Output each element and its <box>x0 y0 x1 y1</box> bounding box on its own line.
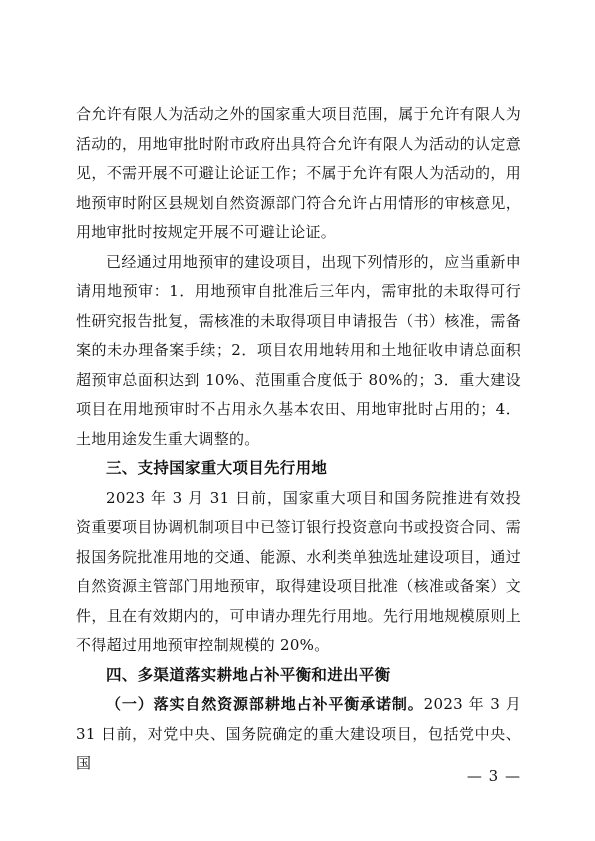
section-heading-4: 四、多渠道落实耕地占补平衡和进出平衡 <box>106 665 391 684</box>
subsection-title: （一）落实自然资源部耕地占补平衡承诺制。 <box>106 695 424 713</box>
page-content <box>76 100 521 779</box>
paragraph-reapply-preapproval: 已经通过用地预审的建设项目，出现下列情形的，应当重新申请用地预审：1．用地预审自批准后三年内，需审批的未取得可行性研究报告批复，需核准的未取得项目申请报告（书）核准，需备案的未办理备案手续；2．项目农用地转用和土地征收申请总面积超预审总面积达到 10%、范围重合度低于 80%的；3．重大建设项目在用地预审时不占用永久基本农田、用地审批时占用的；4．土地用途发生重大调整的。 <box>76 252 521 448</box>
paragraph-continuation: 合允许有限人为活动之外的国家重大项目范围，属于允许有限人为活动的，用地审批时附市政府出具符合允许有限人为活动的认定意见，不需开展不可避让论证工作；不属于允许有限人为活动的，用地预审时附区县规划自然资源部门符合允许占用情形的审核意见，用地审批时按规定开展不可避让论证。 <box>76 105 521 241</box>
paragraph-advance-land-use: 2023 年 3 月 31 日前，国家重大项目和国务院推进有效投资重要项目协调机制项目中已签订银行投资意向书或投资合同、需报国务院批准用地的交通、能源、水利类单独选址建设项目，通过自然资源主管部门用地预审，取得建设项目批准（核准或备案）文件，且在有效期内的，可申请办理先行用地。先行用地规模原则上不得超过用地预审控制规模的 20%。 <box>76 488 521 654</box>
paragraph-farmland-balance-text: 2023 年 3 月 31 日前，对党中央、国务院确定的重大建设项目，包括党中央、国 <box>76 695 521 772</box>
paragraph-farmland-balance <box>76 690 521 779</box>
section-heading-3: 三、支持国家重大项目先行用地 <box>106 459 328 477</box>
page-number: — 3 — <box>466 767 521 785</box>
